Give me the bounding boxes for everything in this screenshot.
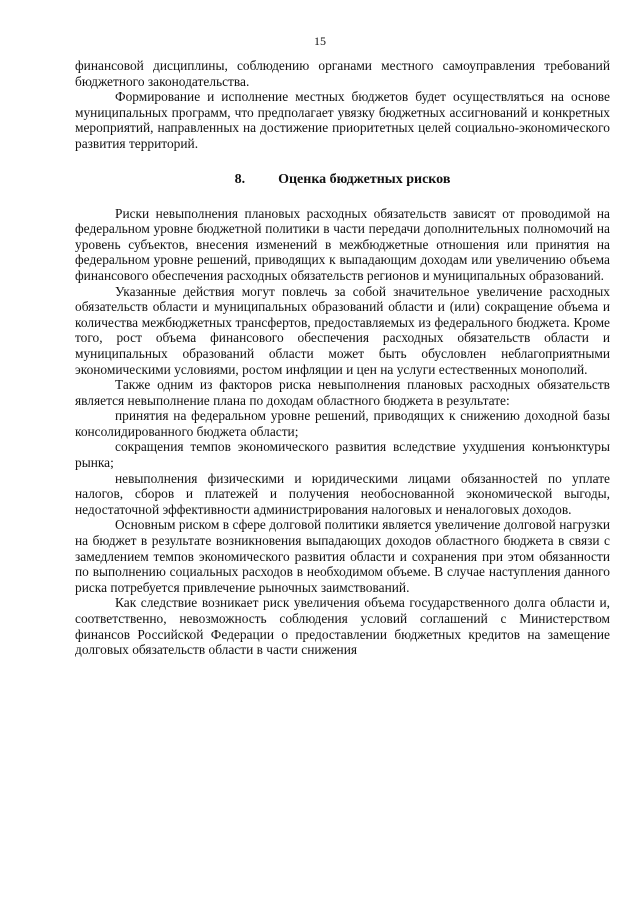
- section-title: Оценка бюджетных рисков: [278, 171, 451, 187]
- paragraph: Указанные действия могут повлечь за собой значительное увеличение расходных обязательств области и муниципальных образований области и (или) сокращение объема и количества межбюджетных трансфертов, предоставляемых из федерального бюджета. Кроме того, рост объема финансового обеспечения расходных обязательств области и муниципальных образований области может быть обусловлен неблагоприятными экономическими условиями, ростом инфляции и цен на услуги естественных монополий.: [75, 283, 610, 377]
- list-item: сокращения темпов экономического развития вследствие ухудшения конъюнктуры рынка;: [75, 439, 610, 471]
- document-body: [75, 58, 610, 658]
- list-item: невыполнения физическими и юридическими лицами обязанностей по уплате налогов, сборов и платежей и получения необоснованной экономической выгоды, недостаточной эффективности администрирования налоговых и неналоговых доходов.: [75, 470, 610, 517]
- paragraph: Также одним из факторов риска невыполнения плановых расходных обязательств является невыполнение плана по доходам областного бюджета в результате:: [75, 377, 610, 408]
- section-heading: [75, 172, 610, 206]
- section-number: 8.: [234, 171, 246, 187]
- paragraph: Как следствие возникает риск увеличения объема государственного долга области и, соответственно, невозможность соблюдения условий соглашений с Министерством финансов Российской Федерации о предоставлении бюджетных кредитов на замещение долговых обязательств области в части снижения: [75, 595, 610, 658]
- paragraph-continuation: финансовой дисциплины, соблюдению органами местного самоуправления требований бюджетного законодательства.: [75, 58, 610, 89]
- paragraph: Формирование и исполнение местных бюджетов будет осуществляться на основе муниципальных программ, что предполагает увязку бюджетных ассигнований и конкретных мероприятий, направленных на достижение приоритетных целей социально-экономического развития территорий.: [75, 89, 610, 151]
- page-number: 15: [314, 34, 326, 48]
- list-item: принятия на федеральном уровне решений, приводящих к снижению доходной базы консолидированного бюджета области;: [75, 408, 610, 439]
- paragraph: Риски невыполнения плановых расходных обязательств зависят от проводимой на федеральном уровне бюджетной политики в части передачи дополнительных полномочий на уровень субъектов, внесения изменений в межбюджетные отношения или принятия на федеральном уровне решений, приводящих к выпадающим доходам или увеличению объема финансового обеспечения расходных обязательств регионов и муниципальных образований.: [75, 205, 610, 283]
- paragraph: Основным риском в сфере долговой политики является увеличение долговой нагрузки на бюджет в результате возникновения выпадающих доходов областного бюджета в связи с замедлением темпов экономического развития области и сохранения при этом обязанности по выполнению социальных расходов в необходимом объеме. В случае наступления данного риска потребуется привлечение рыночных заимствований.: [75, 517, 610, 595]
